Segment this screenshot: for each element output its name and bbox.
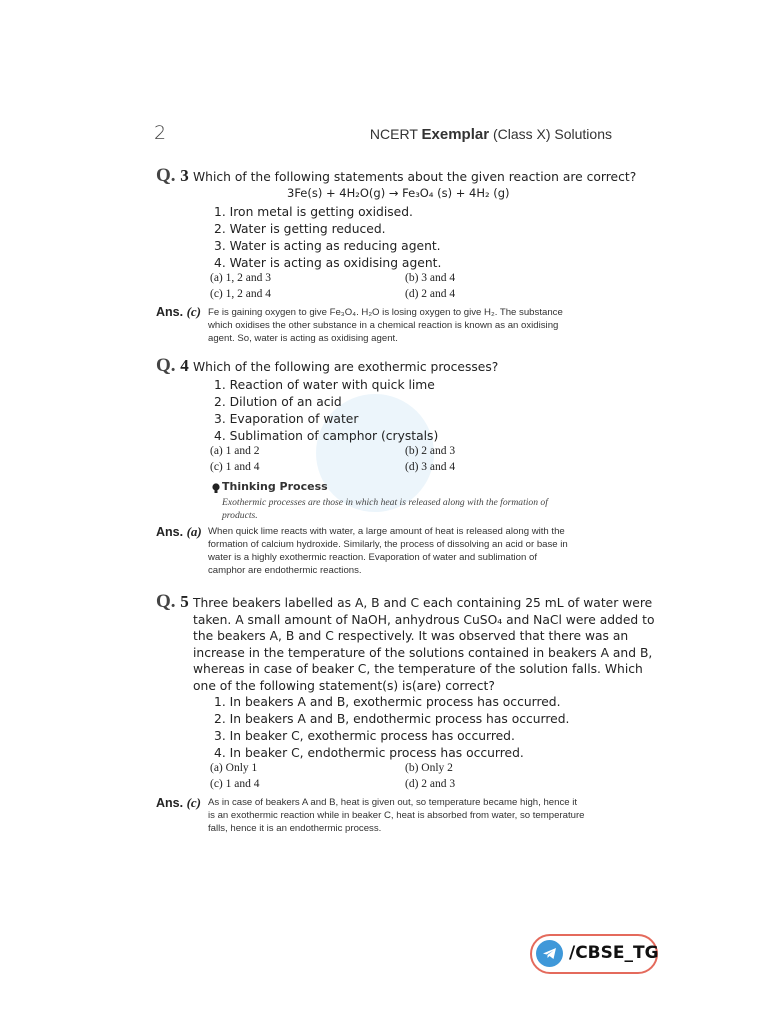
q4-option-c: (c) 1 and 4 xyxy=(210,461,260,473)
q4-item: 2. Dilution of an acid xyxy=(214,395,342,409)
badge-label: /CBSE_TG xyxy=(569,943,659,963)
telegram-channel-badge[interactable] xyxy=(530,934,658,974)
header-suffix: (Class X) Solutions xyxy=(492,126,612,142)
q3-option-c: (c) 1, 2 and 4 xyxy=(210,288,271,300)
q5-option-b: (b) Only 2 xyxy=(405,762,453,774)
q4-option-d: (d) 3 and 4 xyxy=(405,461,456,473)
q4-item: 3. Evaporation of water xyxy=(214,412,359,426)
thinking-process-heading: Thinking Process xyxy=(222,480,328,493)
q5-option-d: (d) 2 and 3 xyxy=(405,778,456,790)
q5-option-c: (c) 1 and 4 xyxy=(210,778,260,790)
q4-text: Which of the following are exothermic processes? xyxy=(193,360,499,374)
q5-label: Q. 5 xyxy=(156,591,189,612)
q4-answer-label: Ans. (a) xyxy=(156,524,202,539)
q4-answer-text: When quick lime reacts with water, a large amount of heat is released along with the formation of calcium hydroxide. Similarly, the process of dissolving an acid or base in water is a highly exothermic reaction. Evaporation of water and sublimation of camphor are endothermic reactions. xyxy=(208,526,568,576)
q3-item: 1. Iron metal is getting oxidised. xyxy=(214,205,413,219)
q3-option-a: (a) 1, 2 and 3 xyxy=(210,272,271,284)
q5-text: Three beakers labelled as A, B and C each containing 25 mL of water were taken. A small amount of NaOH, anhydrous CuSO₄ and NaCl were added to the beakers A, B and C respectively. It was observed that there was an increase in the temperature of the solutions contained in beakers A and B, whereas in case of beaker C, the temperature of the solution falls. Which one of the following statement(s) is(are) correct? xyxy=(193,596,655,693)
q5-item: 2. In beakers A and B, endothermic process has occurred. xyxy=(214,712,570,726)
telegram-icon xyxy=(536,940,563,967)
q4-item: 4. Sublimation of camphor (crystals) xyxy=(214,429,439,443)
q4-label: Q. 4 xyxy=(156,355,189,376)
q5-answer-label: Ans. (c) xyxy=(156,795,202,810)
q5-option-a: (a) Only 1 xyxy=(210,762,258,774)
q4-option-b: (b) 2 and 3 xyxy=(405,445,456,457)
q3-item: 2. Water is getting reduced. xyxy=(214,222,386,236)
q3-option-d: (d) 2 and 4 xyxy=(405,288,456,300)
header-bold: Exemplar xyxy=(421,126,490,143)
q5-answer-text: As in case of beakers A and B, heat is given out, so temperature became high, hence it is an exothermic reaction while in beaker C, heat is absorbed from water, so temperature falls, hence it is an endothermic process. xyxy=(208,797,585,834)
q3-equation: 3Fe(s) + 4H₂O(g) → Fe₃O₄ (s) + 4H₂ (g) xyxy=(287,186,510,200)
q3-item: 4. Water is acting as oxidising agent. xyxy=(214,256,442,270)
q5-item: 4. In beaker C, endothermic process has occurred. xyxy=(214,746,524,760)
page-number: 2 xyxy=(154,122,167,144)
q4-option-a: (a) 1 and 2 xyxy=(210,445,260,457)
q3-option-b: (b) 3 and 4 xyxy=(405,272,456,284)
thinking-process-text: Exothermic processes are those in which heat is released along with the formation of products. xyxy=(222,497,548,521)
q3-text: Which of the following statements about the given reaction are correct? xyxy=(193,170,637,184)
q3-item: 3. Water is acting as reducing agent. xyxy=(214,239,441,253)
header-prefix: NCERT xyxy=(369,126,418,142)
q4-item: 1. Reaction of water with quick lime xyxy=(214,378,435,392)
q5-item: 3. In beaker C, exothermic process has occurred. xyxy=(214,729,515,743)
lightbulb-icon xyxy=(212,481,220,491)
q3-answer-label: Ans. (c) xyxy=(156,304,202,319)
q5-item: 1. In beakers A and B, exothermic process has occurred. xyxy=(214,695,561,709)
q3-label: Q. 3 xyxy=(156,165,189,186)
q3-answer-text: Fe is gaining oxygen to give Fe₃O₄. H₂O is losing oxygen to give H₂. The substance which oxidises the other substance in a chemical reaction is known as an oxidising agent. So, water is acting as oxidising agent. xyxy=(208,307,563,344)
running-header xyxy=(370,126,612,143)
